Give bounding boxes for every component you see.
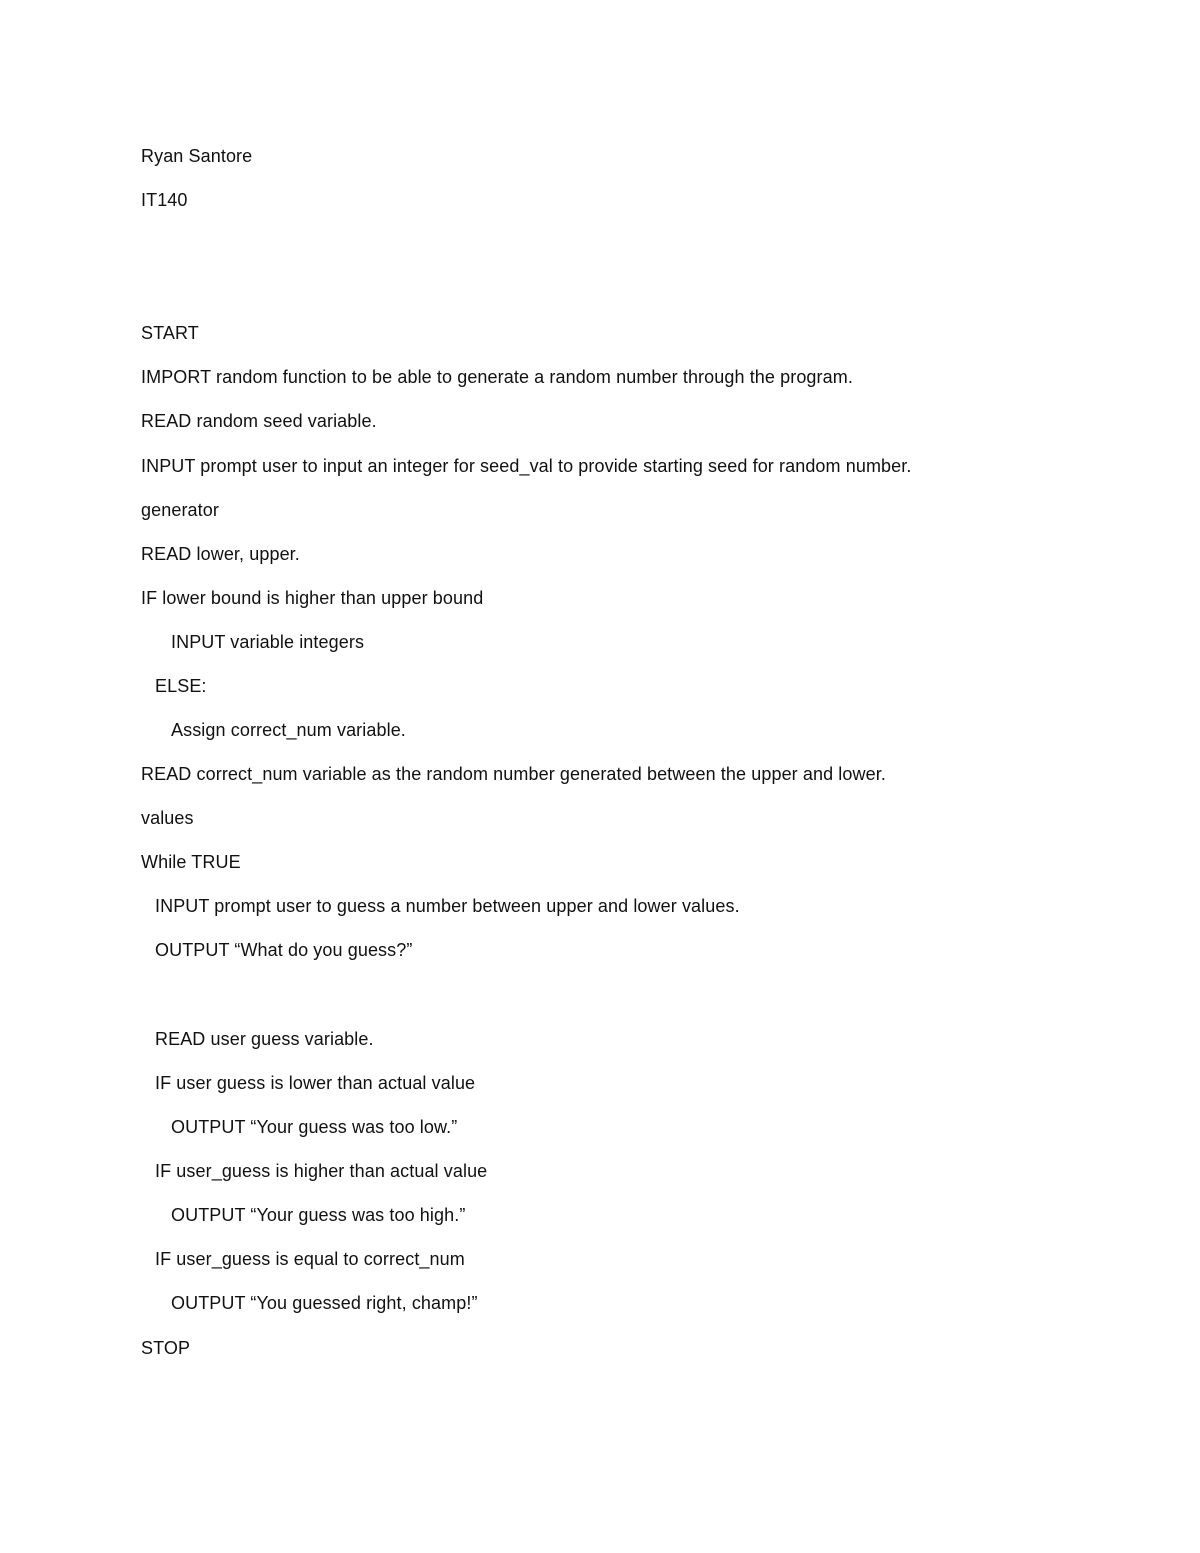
pseudocode-line: OUTPUT “Your guess was too high.”: [171, 1205, 466, 1225]
pseudocode-line: IF lower bound is higher than upper bound: [141, 588, 484, 608]
pseudocode-line: READ random seed variable.: [141, 411, 377, 431]
course-code: IT140: [141, 190, 188, 210]
pseudocode-line: OUTPUT “You guessed right, champ!”: [171, 1293, 478, 1313]
pseudocode-line: READ lower, upper.: [141, 544, 300, 564]
pseudocode-line: Assign correct_num variable.: [171, 720, 406, 740]
pseudocode-line: ELSE:: [155, 676, 207, 696]
pseudocode-line: INPUT prompt user to guess a number between upper and lower values.: [155, 896, 740, 916]
pseudocode-line: INPUT variable integers: [171, 632, 365, 652]
pseudocode-line: READ correct_num variable as the random number generated between the upper and lower.: [141, 764, 886, 784]
pseudocode-line: IF user_guess is equal to correct_num: [155, 1249, 465, 1269]
pseudocode-line: generator: [141, 500, 219, 520]
pseudocode-line: OUTPUT “What do you guess?”: [155, 940, 413, 960]
pseudocode-line: READ user guess variable.: [155, 1029, 374, 1049]
pseudocode-line: While TRUE: [141, 852, 241, 872]
pseudocode-line: IF user guess is lower than actual value: [155, 1073, 476, 1093]
pseudocode-line: OUTPUT “Your guess was too low.”: [171, 1117, 458, 1137]
pseudocode-line: values: [141, 808, 194, 828]
pseudocode-line: START: [141, 323, 199, 343]
author-name: Ryan Santore: [141, 146, 253, 166]
pseudocode-line: INPUT prompt user to input an integer for seed_val to provide starting seed for random number.: [141, 456, 912, 476]
pseudocode-line: IMPORT random function to be able to generate a random number through the program.: [141, 367, 853, 387]
pseudocode-line: IF user_guess is higher than actual value: [155, 1161, 488, 1181]
pseudocode-line: STOP: [141, 1338, 191, 1358]
